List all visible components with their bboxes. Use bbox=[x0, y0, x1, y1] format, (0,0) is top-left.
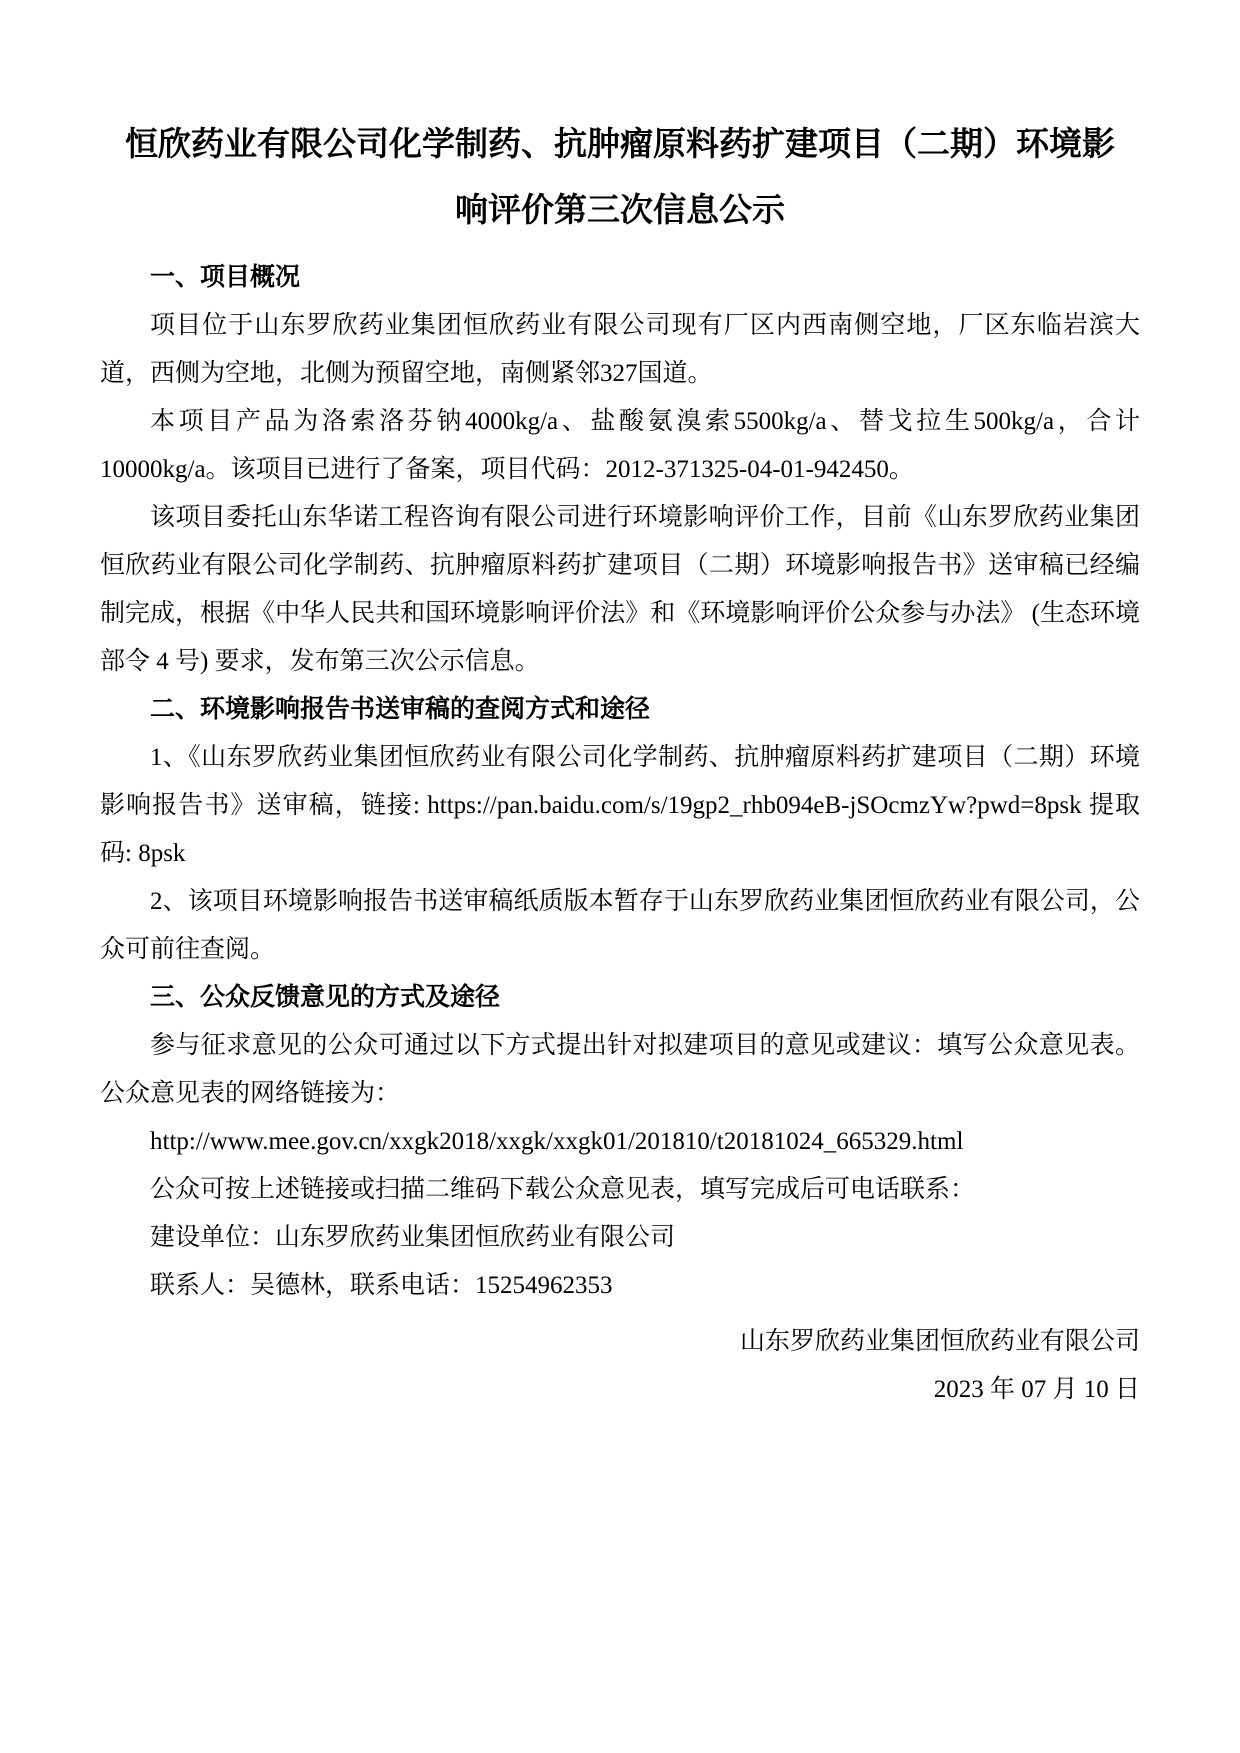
signature-block bbox=[100, 1318, 1140, 1414]
contact-person-line: 联系人：吴德林，联系电话：15254962353 bbox=[150, 1272, 613, 1299]
document-title-line-1: 恒欣药业有限公司化学制药、抗肿瘤原料药扩建项目（二期）环境影 bbox=[125, 127, 1115, 163]
document-title-line-2: 响评价第三次信息公示 bbox=[455, 193, 785, 229]
section-1-paragraph-products: 本项目产品为洛索洛芬钠4000kg/a、盐酸氨溴索5500kg/a、替戈拉生500kg/a，合计10000kg/a。该项目已进行了备案，项目代码：2012-371325-04-01-942450。 bbox=[100, 408, 1140, 483]
section-2-paragraph-report-link bbox=[100, 734, 1140, 878]
baidu-pan-link[interactable]: https://pan.baidu.com/s/19gp2_rhb094eB-jSOcmzYw?pwd=8psk bbox=[427, 792, 1082, 819]
signature-company: 山东罗欣药业集团恒欣药业有限公司 bbox=[739, 1328, 1140, 1355]
section-3-paragraph-feedback: 参与征求意见的公众可通过以下方式提出针对拟建项目的意见或建议：填写公众意见表。公众意见表的网络链接为： bbox=[100, 1032, 1140, 1107]
signature-date: 2023 年 07 月 10 日 bbox=[933, 1376, 1140, 1403]
report-link-extraction-code-text: 提取码: 8psk bbox=[100, 792, 1140, 867]
section-2-heading: 二、环境影响报告书送审稿的查阅方式和途径 bbox=[150, 696, 651, 723]
construction-unit-line: 建设单位：山东罗欣药业集团恒欣药业有限公司 bbox=[150, 1224, 676, 1251]
section-1-heading: 一、项目概况 bbox=[150, 264, 301, 291]
section-3-paragraph-download-note: 公众可按上述链接或扫描二维码下载公众意见表，填写完成后可电话联系： bbox=[150, 1176, 976, 1203]
document-body bbox=[100, 254, 1140, 1414]
section-3-heading: 三、公众反馈意见的方式及途径 bbox=[150, 984, 501, 1011]
document-title bbox=[100, 112, 1140, 244]
report-link-prefix-text: 1、《山东罗欣药业集团恒欣药业有限公司化学制药、抗肿瘤原料药扩建项目（二期）环境影响报告书》送审稿，链接: bbox=[100, 744, 1140, 819]
section-1-paragraph-location: 项目位于山东罗欣药业集团恒欣药业有限公司现有厂区内西南侧空地，厂区东临岩滨大道，西侧为空地，北侧为预留空地，南侧紧邻327国道。 bbox=[100, 312, 1140, 387]
public-opinion-form-link[interactable]: http://www.mee.gov.cn/xxgk2018/xxgk/xxgk01/201810/t20181024_665329.html bbox=[150, 1128, 964, 1155]
section-1-paragraph-eia-status: 该项目委托山东华诺工程咨询有限公司进行环境影响评价工作，目前《山东罗欣药业集团恒欣药业有限公司化学制药、抗肿瘤原料药扩建项目（二期）环境影响报告书》送审稿已经编制完成，根据《中华人民共和国环境影响评价法》和《环境影响评价公众参与办法》 (生态环境部令 4 号) 要求，发布第三次公示信息。 bbox=[100, 504, 1140, 675]
section-2-paragraph-paper-copy: 2、该项目环境影响报告书送审稿纸质版本暂存于山东罗欣药业集团恒欣药业有限公司，公众可前往查阅。 bbox=[100, 888, 1140, 963]
